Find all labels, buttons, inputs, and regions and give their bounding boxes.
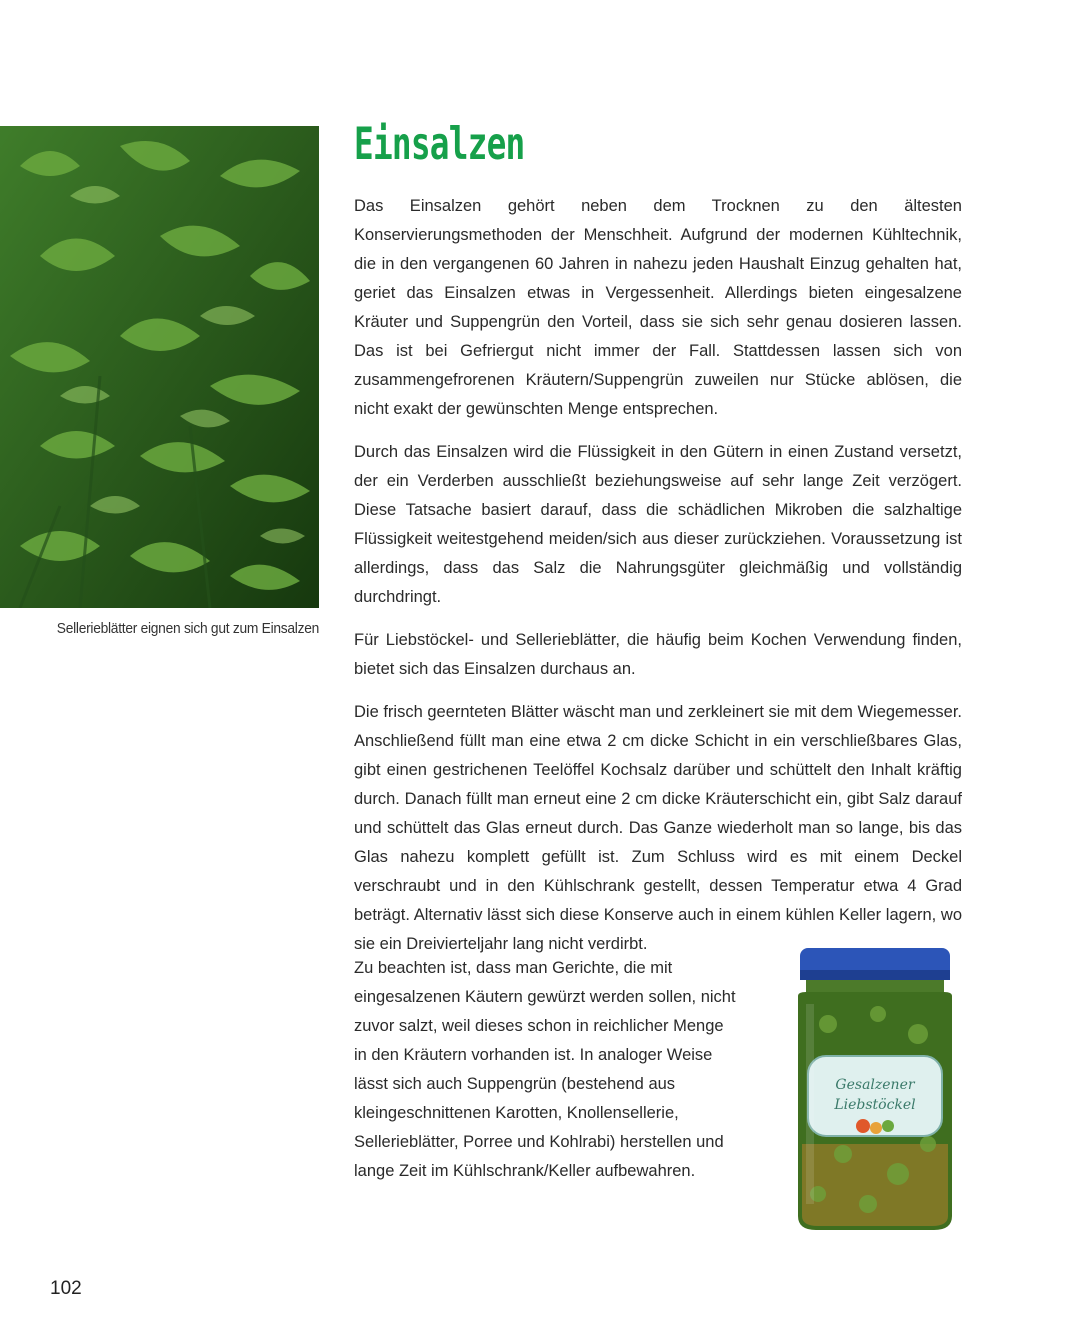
article-body (354, 192, 962, 973)
paragraph: Durch das Einsalzen wird die Flüssigkeit in den Gütern in einen Zustand versetzt, der ein Verderben ausschließt beziehungsweise auf sehr lange Zeit verzögert. Diese Tatsache basiert darauf, dass die schädlichen Mikroben die salzhaltige Flüssigkeit weitestgehend meiden/sich aus dieser zurückziehen. Voraussetzung ist allerdings, dass das Salz die Nahrungsgüter gleichmäßig und vollständig durchdringt. (354, 443, 962, 606)
herb-jar-photo (788, 944, 960, 1234)
photo-caption: Sellerieblätter eignen sich gut zum Einsalzen (56, 620, 319, 637)
paragraph: Für Liebstöckel- und Sellerieblätter, die häufig beim Kochen Verwendung finden, bietet sich das Einsalzen durchaus an. (354, 631, 962, 678)
jar-label-line2: Liebstöckel (834, 1097, 916, 1113)
celery-leaves-illustration (0, 126, 319, 608)
celery-leaves-photo (0, 126, 319, 608)
paragraph-last: Zu beachten ist, dass man Gerichte, die mit eingesalzenen Käutern gewürzt werden sollen, nicht zuvor salzt, weil dieses schon in reichlicher Menge in den Kräutern vorhanden ist. In analoger Weise lässt sich auch Suppengrün (bestehend aus kleingeschnittenen Karotten, Knollensellerie, Sellerieblätter, Porree und Kohlrabi) herstellen und lange Zeit im Kühlschrank/Keller aufbewahren. (354, 959, 736, 1180)
paragraph: Das Einsalzen gehört neben dem Trocknen zu den ältesten Konservierungsmethoden der Menschheit. Aufgrund der modernen Kühltechnik, die in den vergangenen 60 Jahren in nahezu jeden Haushalt Einzug gehalten hat, geriet das Einsalzen etwas in Vergessenheit. Allerdings bieten eingesalzene Kräuter und Suppengrün den Vorteil, dass sie sich sehr genau dosieren lassen. Das ist bei Gefriergut nicht immer der Fall. Stattdessen lassen sich von zusammengefrorenen Kräutern/Suppengrün zuweilen nur Stücke ablösen, die nicht exakt der gewünschten Menge entsprechen. (354, 197, 962, 418)
herb-jar-illustration (788, 944, 960, 1234)
paragraph: Die frisch geernteten Blätter wäscht man und zerkleinert sie mit dem Wiegemesser. Anschließend füllt man eine etwa 2 cm dicke Schicht in ein verschließbares Glas, gibt einen gestrichenen Teelöffel Kochsalz darüber und schüttelt den Inhalt kräftig durch. Danach füllt man erneut eine 2 cm dicke Kräuterschicht ein, gibt Salz darauf und schüttelt das Glas erneut durch. Das Ganze wiederholt man so lange, bis das Glas nahezu komplett gefüllt ist. Zum Schluss wird es mit einem Deckel verschraubt und in den Kühlschrank gestellt, dessen Temperatur etwa 4 Grad beträgt. Alternativ lässt sich diese Konserve auch in einem kühlen Keller lagern, wo sie ein Dreivierteljahr lang nicht verdirbt. (354, 703, 963, 953)
jar-label-line1: Gesalzener (835, 1077, 915, 1093)
page-number: 102 (50, 1278, 82, 1299)
page-title: Einsalzen (354, 118, 525, 170)
